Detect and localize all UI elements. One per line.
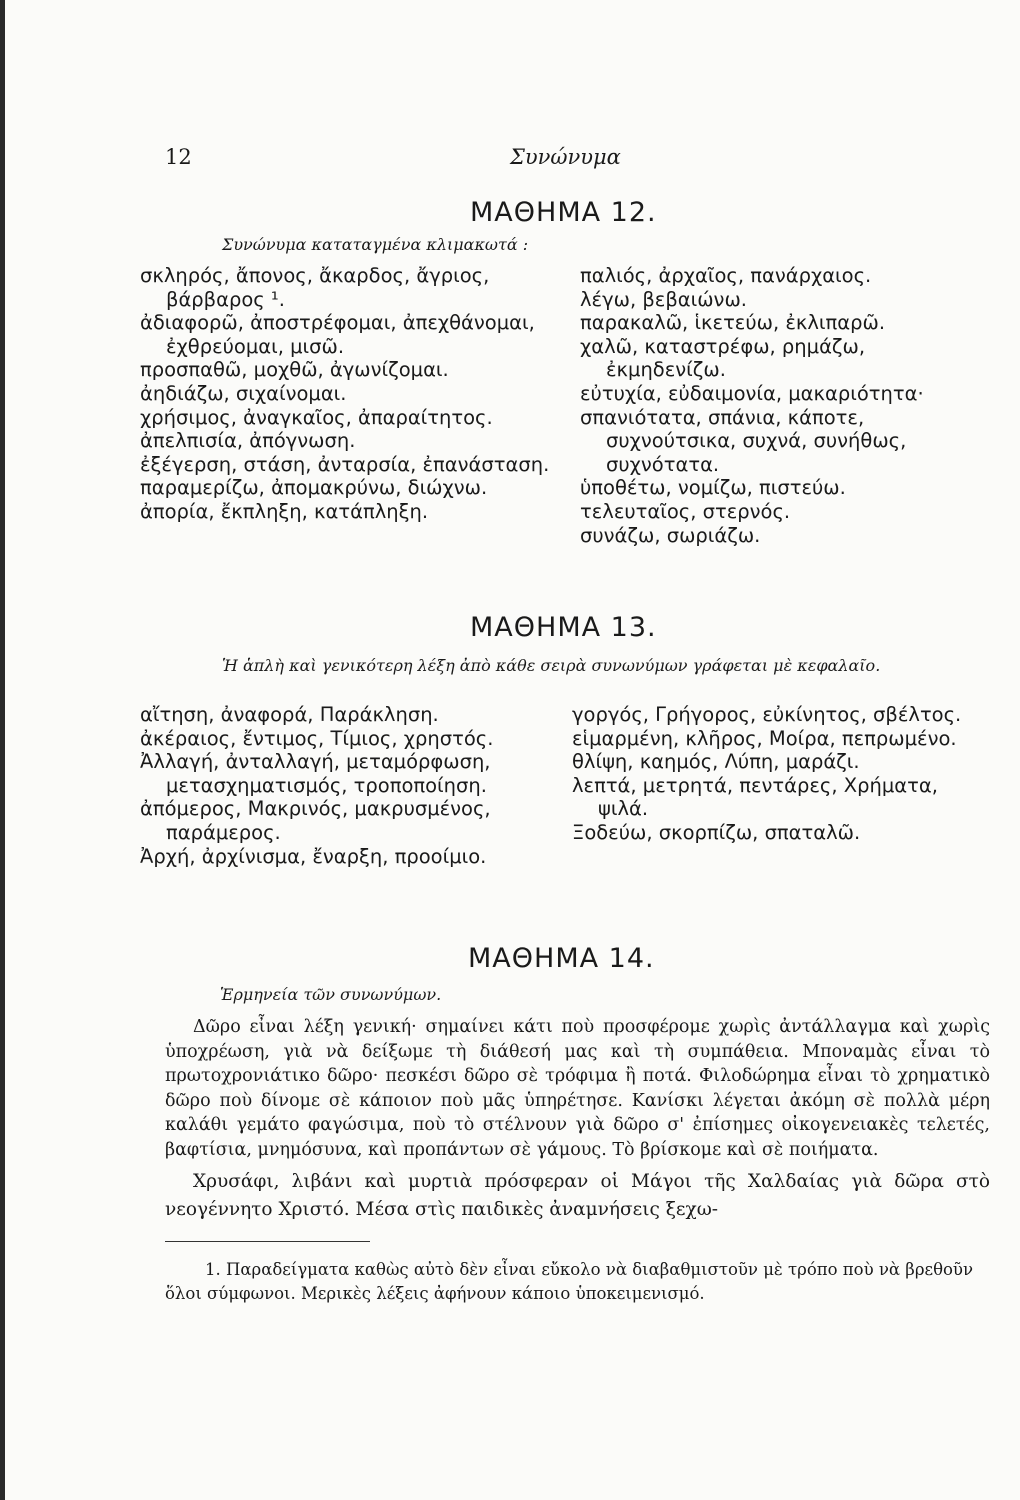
synonym-line: ἀπόμερος, Μακρινός, μακρυσμένος, παράμερος. — [140, 797, 491, 844]
synonym-line: Ξοδεύω, σκορπίζω, σπαταλῶ. — [572, 820, 861, 844]
synonym-line: εὐτυχία, εὐδαιμονία, μακαριότητα· — [580, 381, 924, 405]
synonym-line: λεπτά, μετρητά, πεντάρες, Χρήματα, ψιλά. — [572, 773, 938, 821]
synonym-line: προσπαθῶ, μοχθῶ, ἀγωνίζομαι. — [140, 358, 449, 382]
synonym-line: ἐξέγερση, στάση, ἀνταρσία, ἐπανάσταση. — [140, 452, 550, 476]
lesson-12-note: Συνώνυμα καταταγμένα κλιμακωτά : — [222, 235, 529, 254]
lesson-12-title: ΜΑΘΗΜΑ 12. — [470, 197, 657, 228]
lesson-14-title: ΜΑΘΗΜΑ 14. — [468, 943, 655, 974]
running-title: Συνώνυμα — [510, 145, 621, 169]
synonym-line: ἀπελπισία, ἀπόγνωση. — [140, 429, 356, 453]
synonym-line: θλίψη, καημός, Λύπη, μαράζι. — [572, 750, 860, 774]
lesson-12-left-column — [140, 264, 555, 524]
lesson-12-right-column — [580, 264, 985, 547]
lesson-14-paragraph-1: Δῶρο εἶναι λέξη γενική· σημαίνει κάτι ποὺ προσφέρομε χωρὶς ἀντάλλαγμα καὶ χωρὶς ὑποχρέωση, γιὰ νὰ δείξωμε τὴ διάθεσή μας καὶ τὴ συμπάθεια. Μποναμὰς εἶναι τὸ πρωτοχρονιάτικο δῶρο· πεσκέσι δῶρο σὲ τρόφιμα ἢ ποτά. Φιλοδώρημα εἶναι τὸ χρηματικὸ δῶρο ποὺ δίνομε σὲ κάποιον ποὺ μᾶς ὑπηρέτησε. Κανίσκι λέγεται ἀκόμη σὲ πολλὰ μέρη καλάθι γεμάτο φαγώσιμα, ποὺ τὸ στέλνουν γιὰ δῶρο σ' ἐπίσημες οἰκογενειακὲς τελετές, βαφτίσια, μνημόσυνα, καὶ προπάντων σὲ γάμους. Τὸ βρίσκομε καὶ σὲ ποιήματα. — [165, 1017, 990, 1160]
synonym-line: ἀκέραιος, ἔντιμος, Τίμιος, χρηστός. — [140, 726, 494, 750]
lesson-14-paragraph-2: Χρυσάφι, λιβάνι καὶ μυρτιὰ πρόσφεραν οἱ Μάγοι τῆς Χαλδαίας γιὰ δῶρα στὸ νεογέννητο Χριστό. Μέσα στὶς παιδικὲς ἀναμνήσεις ξεχω- — [165, 1171, 990, 1220]
lesson-13-title: ΜΑΘΗΜΑ 13. — [470, 612, 657, 643]
synonym-line: εἱμαρμένη, κλῆρος, Μοίρα, πεπρωμένο. — [572, 726, 957, 750]
synonym-line: παρακαλῶ, ἱκετεύω, ἐκλιπαρῶ. — [580, 311, 886, 335]
synonym-line: χρήσιμος, ἀναγκαῖος, ἀπαραίτητος. — [140, 405, 493, 429]
footnote: 1. Παραδείγματα καθὼς αὐτὸ δὲν εἶναι εὔκολο νὰ διαβαθμιστοῦν μὲ τρόπο ποὺ νὰ βρεθοῦν ὅλοι σύμφωνοι. Μερικὲς λέξεις ἀφήνουν κάποιο ὑποκειμενισμό. — [165, 1260, 973, 1303]
synonym-line: παλιός, ἀρχαῖος, πανάρχαιος. — [580, 264, 872, 287]
lesson-13-right-column — [572, 703, 987, 845]
footnote-rule — [165, 1241, 370, 1242]
synonym-line: τελευταῖος, στερνός. — [580, 499, 791, 523]
synonym-line: ἀηδιάζω, σιχαίνομαι. — [140, 381, 347, 405]
lesson-14-note: Ἑρμηνεία τῶν συνωνύμων. — [220, 985, 442, 1004]
lesson-13-note: Ἡ ἁπλὴ καὶ γενικότερη λέξη ἀπὸ κάθε σειρὰ συνωνύμων γράφεται μὲ κεφαλαῖο. — [222, 656, 881, 675]
synonym-line: ὑποθέτω, νομίζω, πιστεύω. — [580, 476, 846, 500]
synonym-line: χαλῶ, καταστρέφω, ρημάζω, ἐκμηδενίζω. — [580, 334, 866, 382]
synonym-line: συνάζω, σωριάζω. — [580, 523, 761, 547]
page-binding-edge — [0, 0, 5, 1500]
lesson-13-left-column — [140, 703, 555, 868]
synonym-line: ἀπορία, ἔκπληξη, κατάπληξη. — [140, 499, 429, 523]
synonym-line: ἀδιαφορῶ, ἀποστρέφομαι, ἀπεχθάνομαι, ἐχθρεύομαι, μισῶ. — [140, 311, 535, 358]
synonym-line: αἴτηση, ἀναφορά, Παράκληση. — [140, 703, 439, 726]
synonym-line: γοργός, Γρήγορος, εὐκίνητος, σβέλτος. — [572, 703, 962, 726]
synonym-line: παραμερίζω, ἀπομακρύνω, διώχνω. — [140, 476, 488, 500]
synonym-line: σκληρός, ἄπονος, ἄκαρδος, ἄγριος, βάρβαρος ¹. — [140, 264, 490, 311]
page-number: 12 — [165, 145, 192, 169]
synonym-line: σπανιότατα, σπάνια, κάποτε, συχνούτσικα, συχνά, συνήθως, συχνότατα. — [580, 405, 907, 476]
synonym-line: Ἀλλαγή, ἀνταλλαγή, μεταμόρφωση, μετασχηματισμός, τροποποίηση. — [140, 750, 491, 797]
synonym-line: Ἀρχή, ἀρχίνισμα, ἔναρξη, προοίμιο. — [140, 844, 487, 868]
synonym-line: λέγω, βεβαιώνω. — [580, 287, 747, 311]
